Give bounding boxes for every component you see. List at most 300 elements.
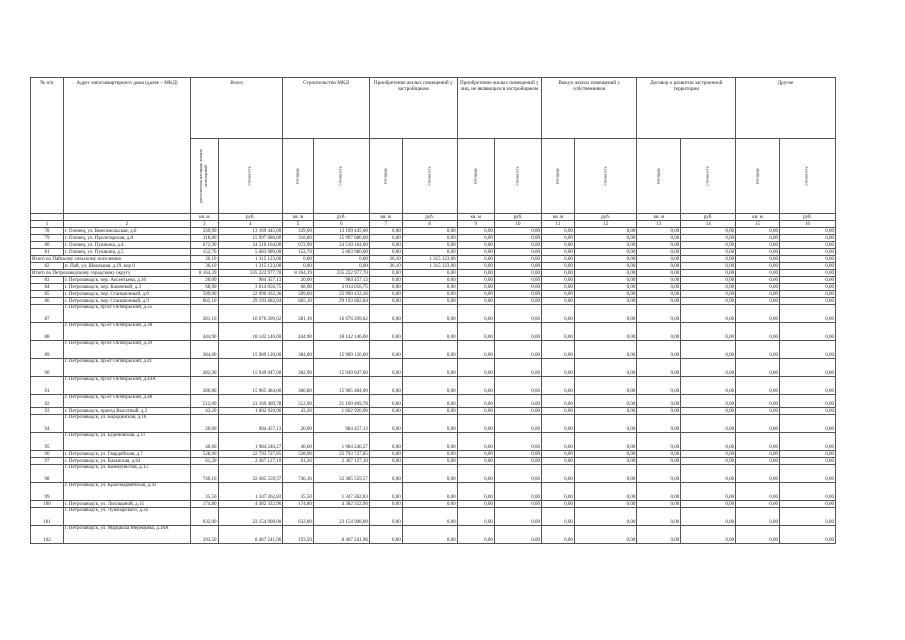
- table-row: [31, 263, 836, 270]
- value-cell: 0,00: [369, 508, 402, 526]
- value-cell: 16 676 209,62: [313, 305, 369, 323]
- value-cell: 20,00: [283, 277, 314, 284]
- unit-cell: руб.: [313, 214, 369, 221]
- value-cell: 512,00: [191, 395, 218, 408]
- value-cell: 0,00: [574, 433, 637, 451]
- value-cell: 0,00: [736, 228, 780, 235]
- value-cell: 0,00: [542, 433, 575, 451]
- subheader-cost: стоимость: [681, 139, 736, 214]
- value-cell: 0,00: [369, 291, 402, 298]
- value-cell: 2 367 127,10: [313, 458, 369, 465]
- value-cell: 18 142 146,00: [218, 323, 283, 341]
- value-cell: 0,00: [494, 395, 541, 408]
- value-cell: 0,00: [494, 277, 541, 284]
- row-number: 81: [31, 249, 64, 256]
- table-row: [31, 395, 836, 408]
- value-cell: 0,00: [637, 395, 681, 408]
- row-number: 92: [31, 395, 64, 408]
- value-cell: 0,00: [681, 483, 736, 501]
- value-cell: 193,50: [191, 526, 218, 544]
- value-cell: 1 315 123,00: [218, 256, 283, 263]
- subheader-cost: стоимость: [402, 139, 457, 214]
- value-cell: 15 949 047,00: [218, 359, 283, 377]
- table-row: [31, 415, 836, 433]
- value-cell: 384,00: [283, 341, 314, 359]
- subheader-area: площадь: [457, 139, 494, 214]
- value-cell: 0,00: [494, 270, 541, 277]
- value-cell: 0,00: [574, 263, 637, 270]
- value-cell: 0,00: [402, 526, 457, 544]
- address-cell: г. Петрозаводск, проезд Высотный, д.3: [63, 408, 190, 415]
- value-cell: 0,00: [779, 263, 835, 270]
- value-cell: 0,00: [736, 451, 780, 458]
- table-row: [31, 408, 836, 415]
- value-cell: 0,00: [402, 359, 457, 377]
- value-cell: 15 965 484,00: [313, 377, 369, 395]
- address-cell: г. Петрозаводск, ул. Коммунистов, д.15: [63, 465, 190, 483]
- subheader-cost: стоимость: [313, 139, 369, 214]
- address-cell: г. Петрозаводск, ул. Лисицыной, д.15: [63, 501, 190, 508]
- col-construction-header: Строительство МКД: [283, 78, 370, 139]
- value-cell: 24 510 164,00: [313, 242, 369, 249]
- value-cell: 0,00: [736, 483, 780, 501]
- value-cell: 0,00: [369, 458, 402, 465]
- value-cell: 29 193 682,84: [218, 298, 283, 305]
- value-cell: 3 014 056,75: [313, 284, 369, 291]
- value-cell: 0,00: [542, 284, 575, 291]
- row-number: 99: [31, 483, 64, 501]
- value-cell: 0,00: [779, 501, 835, 508]
- address-cell: г. Петрозаводск, пер. Станционный, д.6: [63, 291, 190, 298]
- row-number: 78: [31, 228, 64, 235]
- value-cell: 0,00: [736, 284, 780, 291]
- housing-program-table: [30, 77, 836, 544]
- row-number: 100: [31, 501, 64, 508]
- value-cell: 984 457,13: [313, 415, 369, 433]
- value-cell: 0,00: [542, 298, 575, 305]
- value-cell: 36,10: [369, 256, 402, 263]
- value-cell: 0,00: [779, 458, 835, 465]
- table-row: [31, 323, 836, 341]
- value-cell: 632,00: [283, 508, 314, 526]
- value-cell: 20,00: [191, 415, 218, 433]
- subheader-cost: стоимость: [494, 139, 541, 214]
- row-number: 85: [31, 291, 64, 298]
- row-number: 95: [31, 433, 64, 451]
- value-cell: 0,00: [369, 305, 402, 323]
- value-cell: 0,00: [681, 526, 736, 544]
- value-cell: 0,00: [402, 415, 457, 433]
- value-cell: 0,00: [494, 291, 541, 298]
- address-cell: г. Олонец, ул. Комсомольская, д.6: [63, 228, 190, 235]
- table-row: [31, 305, 836, 323]
- value-cell: 0,00: [736, 395, 780, 408]
- column-number-cell: 2: [63, 221, 190, 228]
- column-number-cell: 5: [283, 221, 314, 228]
- value-cell: 0,00: [637, 270, 681, 277]
- value-cell: 509,00: [283, 291, 314, 298]
- row-number: 96: [31, 451, 64, 458]
- value-cell: 0,00: [637, 526, 681, 544]
- value-cell: 0,00: [681, 235, 736, 242]
- value-cell: 0,00: [681, 433, 736, 451]
- value-cell: 152,70: [283, 249, 314, 256]
- value-cell: 0,00: [574, 284, 637, 291]
- value-cell: 0,00: [681, 465, 736, 483]
- value-cell: 0,00: [457, 305, 494, 323]
- col-acq-nondev-header: Приобретение жилых помещений у лиц, не являющихся застройщиком: [457, 78, 541, 139]
- value-cell: 0,00: [542, 415, 575, 433]
- table-row: [31, 249, 836, 256]
- row-number: 79: [31, 235, 64, 242]
- value-cell: 8 164,39: [283, 270, 314, 277]
- value-cell: 0,00: [402, 508, 457, 526]
- value-cell: 0,00: [681, 256, 736, 263]
- header-row: [31, 78, 836, 139]
- row-number: 97: [31, 458, 64, 465]
- value-cell: 5 683 980,00: [218, 249, 283, 256]
- address-cell: г. Петрозаводск, ул. Гвардейская, д.7: [63, 451, 190, 458]
- value-cell: 0,00: [779, 526, 835, 544]
- value-cell: 0,00: [574, 508, 637, 526]
- value-cell: 0,00: [637, 451, 681, 458]
- value-cell: 0,00: [457, 526, 494, 544]
- value-cell: 0,00: [681, 359, 736, 377]
- value-cell: 0,00: [681, 242, 736, 249]
- value-cell: 0,00: [681, 415, 736, 433]
- value-cell: 0,00: [402, 270, 457, 277]
- value-cell: 43,20: [283, 408, 314, 415]
- value-cell: 0,00: [369, 408, 402, 415]
- table-row: [31, 228, 836, 235]
- value-cell: 0,00: [637, 483, 681, 501]
- value-cell: 0,00: [736, 249, 780, 256]
- value-cell: 0,00: [457, 415, 494, 433]
- row-number: 98: [31, 465, 64, 483]
- table-row: [31, 526, 836, 544]
- value-cell: 40,60: [283, 433, 314, 451]
- value-cell: 1 984 240,27: [313, 433, 369, 451]
- value-cell: 0,00: [542, 377, 575, 395]
- value-cell: 0,00: [457, 483, 494, 501]
- value-cell: 0,00: [779, 270, 835, 277]
- row-number: 88: [31, 323, 64, 341]
- value-cell: 0,00: [542, 508, 575, 526]
- value-cell: 0,00: [779, 249, 835, 256]
- value-cell: 0,00: [637, 284, 681, 291]
- value-cell: 193,50: [283, 526, 314, 544]
- column-number-cell: 12: [574, 221, 637, 228]
- value-cell: 0,00: [457, 501, 494, 508]
- address-cell: г. Петрозаводск, ул. Марциала Мерецкова, д.18А: [63, 526, 190, 544]
- address-cell: г. Петрозаводск, ул. Бородинская, д.16: [63, 415, 190, 433]
- subheader-area: площадь: [283, 139, 314, 214]
- value-cell: 0,00: [402, 323, 457, 341]
- table-row: [31, 298, 836, 305]
- value-cell: 4 382 322,96: [218, 501, 283, 508]
- value-cell: 0,00: [681, 284, 736, 291]
- value-cell: 0,00: [457, 433, 494, 451]
- value-cell: 0,00: [779, 341, 835, 359]
- address-cell: г. Петрозаводск, пер. Аксентьева, д.10: [63, 277, 190, 284]
- value-cell: 0,00: [369, 270, 402, 277]
- value-cell: 0,00: [736, 526, 780, 544]
- subheader-cost: стоимость: [218, 139, 283, 214]
- value-cell: 0,00: [574, 377, 637, 395]
- value-cell: 0,00: [402, 228, 457, 235]
- row-number: 82: [31, 263, 64, 270]
- value-cell: 0,00: [542, 465, 575, 483]
- table-row: [31, 256, 836, 263]
- value-cell: 36,10: [369, 263, 402, 270]
- value-cell: 0,00: [681, 377, 736, 395]
- col-territory-header: Договор о развитии застроенной территории: [637, 78, 736, 139]
- value-cell: 0,00: [736, 277, 780, 284]
- value-cell: 36,10: [191, 263, 218, 270]
- unit-cell: руб.: [218, 214, 283, 221]
- row-number: 80: [31, 242, 64, 249]
- value-cell: 2 367 127,10: [218, 458, 283, 465]
- value-cell: 0,00: [369, 377, 402, 395]
- unit-cell: кв. м: [736, 214, 780, 221]
- value-cell: 0,00: [736, 408, 780, 415]
- value-cell: 0,00: [574, 408, 637, 415]
- value-cell: 0,00: [369, 501, 402, 508]
- value-cell: 5 683 980,00: [313, 249, 369, 256]
- column-number-cell: 4: [218, 221, 283, 228]
- value-cell: 0,00: [574, 277, 637, 284]
- value-cell: 0,00: [779, 415, 835, 433]
- value-cell: 152,70: [191, 249, 218, 256]
- value-cell: 0,00: [369, 483, 402, 501]
- value-cell: 0,00: [494, 323, 541, 341]
- value-cell: 0,00: [779, 483, 835, 501]
- value-cell: 8 164,39: [191, 270, 218, 277]
- value-cell: 4 382 322,96: [313, 501, 369, 508]
- value-cell: 0,00: [736, 465, 780, 483]
- value-cell: 0,00: [637, 359, 681, 377]
- value-cell: 0,00: [779, 451, 835, 458]
- value-cell: 15 949 047,00: [313, 359, 369, 377]
- col-buyout-header: Выкуп жилых помещений у собственников: [542, 78, 637, 139]
- value-cell: 1 315 123,00: [402, 263, 457, 270]
- value-cell: 0,00: [457, 298, 494, 305]
- value-cell: 0,00: [637, 249, 681, 256]
- value-cell: 0,00: [736, 508, 780, 526]
- value-cell: 0,00: [736, 341, 780, 359]
- value-cell: 15 997 080,00: [218, 235, 283, 242]
- value-cell: 0,00: [681, 451, 736, 458]
- value-cell: 339,90: [283, 228, 314, 235]
- value-cell: 29 193 682,84: [313, 298, 369, 305]
- value-cell: 15 989 120,00: [313, 341, 369, 359]
- value-cell: 22 793 727,85: [313, 451, 369, 458]
- value-cell: 22 990 432,36: [218, 291, 283, 298]
- value-cell: 0,00: [736, 256, 780, 263]
- value-cell: 0,00: [637, 291, 681, 298]
- value-cell: 0,00: [494, 341, 541, 359]
- table-row: [31, 284, 836, 291]
- value-cell: 0,00: [779, 433, 835, 451]
- value-cell: 0,00: [494, 458, 541, 465]
- value-cell: 509,00: [191, 291, 218, 298]
- value-cell: 528,90: [283, 451, 314, 458]
- value-cell: 0,00: [779, 298, 835, 305]
- value-cell: 0,00: [369, 242, 402, 249]
- value-cell: 672,90: [191, 242, 218, 249]
- value-cell: 0,00: [637, 501, 681, 508]
- value-cell: 0,00: [736, 298, 780, 305]
- value-cell: 746,10: [283, 465, 314, 483]
- table-row: [31, 359, 836, 377]
- value-cell: 0,00: [779, 408, 835, 415]
- table-row: [31, 501, 836, 508]
- value-cell: 0,00: [283, 256, 314, 263]
- value-cell: 0,00: [457, 235, 494, 242]
- value-cell: 0,00: [494, 465, 541, 483]
- value-cell: 13 169 445,00: [218, 228, 283, 235]
- value-cell: 0,00: [494, 501, 541, 508]
- value-cell: 0,00: [457, 242, 494, 249]
- value-cell: 0,00: [779, 508, 835, 526]
- unit-cell: руб.: [402, 214, 457, 221]
- value-cell: 20,00: [191, 277, 218, 284]
- value-cell: 746,10: [191, 465, 218, 483]
- value-cell: 0,00: [369, 277, 402, 284]
- value-cell: 512,00: [283, 395, 314, 408]
- value-cell: 0,00: [574, 451, 637, 458]
- value-cell: 0,00: [369, 298, 402, 305]
- value-cell: 0,00: [369, 433, 402, 451]
- value-cell: 8 467 241,96: [313, 526, 369, 544]
- value-cell: 0,00: [681, 458, 736, 465]
- value-cell: 672,90: [283, 242, 314, 249]
- address-cell: г. Петрозаводск, пр-кт Октябрьский, д.48: [63, 395, 190, 408]
- value-cell: 0,00: [402, 433, 457, 451]
- row-number: 101: [31, 508, 64, 526]
- table-row: [31, 242, 836, 249]
- table-row: [31, 458, 836, 465]
- value-cell: 0,00: [369, 284, 402, 291]
- column-number-cell: 3: [191, 221, 218, 228]
- value-cell: 0,00: [457, 451, 494, 458]
- value-cell: 0,00: [369, 359, 402, 377]
- value-cell: 3 014 056,75: [218, 284, 283, 291]
- units-cell: [63, 214, 190, 221]
- value-cell: 0,00: [457, 323, 494, 341]
- value-cell: 0,00: [494, 298, 541, 305]
- value-cell: 35,50: [191, 483, 218, 501]
- value-cell: 0,00: [494, 235, 541, 242]
- value-cell: 1 602 920,96: [218, 408, 283, 415]
- value-cell: 0,00: [736, 270, 780, 277]
- row-number: 93: [31, 408, 64, 415]
- value-cell: 13 169 445,00: [313, 228, 369, 235]
- value-cell: 0,00: [494, 508, 541, 526]
- value-cell: 318,80: [191, 235, 218, 242]
- value-cell: 381,10: [191, 305, 218, 323]
- value-cell: 0,00: [494, 451, 541, 458]
- column-number-cell: 13: [637, 221, 681, 228]
- value-cell: 0,00: [542, 408, 575, 415]
- value-cell: 0,00: [681, 408, 736, 415]
- value-cell: 22 793 727,85: [218, 451, 283, 458]
- unit-cell: кв. м: [542, 214, 575, 221]
- value-cell: 0,00: [457, 395, 494, 408]
- row-number: 89: [31, 341, 64, 359]
- address-cell: г. Петрозаводск, пр-кт Октябрьский, д.44А: [63, 377, 190, 395]
- subheader-area: площадь: [369, 139, 402, 214]
- value-cell: 0,00: [542, 305, 575, 323]
- value-cell: 0,00: [574, 242, 637, 249]
- value-cell: 0,00: [681, 508, 736, 526]
- value-cell: 0,00: [542, 501, 575, 508]
- unit-cell: кв. м: [191, 214, 218, 221]
- value-cell: 0,00: [542, 323, 575, 341]
- value-cell: 0,00: [494, 228, 541, 235]
- column-number-cell: 7: [369, 221, 402, 228]
- value-cell: 0,00: [369, 249, 402, 256]
- value-cell: 0,00: [779, 359, 835, 377]
- value-cell: 0,00: [574, 341, 637, 359]
- value-cell: 36,10: [191, 256, 218, 263]
- value-cell: 528,90: [191, 451, 218, 458]
- value-cell: 0,00: [494, 408, 541, 415]
- value-cell: 665,10: [283, 298, 314, 305]
- value-cell: 0,00: [779, 228, 835, 235]
- subtotal-label: Итого по Пайскому сельскому поселению: [31, 256, 191, 263]
- value-cell: 0,00: [402, 291, 457, 298]
- value-cell: 0,00: [779, 465, 835, 483]
- value-cell: 0,00: [574, 249, 637, 256]
- unit-cell: кв. м: [637, 214, 681, 221]
- value-cell: 0,00: [637, 323, 681, 341]
- value-cell: 0,00: [681, 249, 736, 256]
- value-cell: 16 676 209,62: [218, 305, 283, 323]
- subheader-cost: стоимость: [574, 139, 637, 214]
- value-cell: 382,90: [191, 359, 218, 377]
- value-cell: 0,00: [574, 270, 637, 277]
- col-acq-dev-header: Приобретение жилых помещений у застройщиков: [369, 78, 457, 139]
- value-cell: 0,00: [779, 235, 835, 242]
- unit-cell: руб.: [681, 214, 736, 221]
- value-cell: 0,00: [542, 341, 575, 359]
- value-cell: 984 457,13: [313, 277, 369, 284]
- value-cell: 43,20: [191, 408, 218, 415]
- value-cell: 0,00: [457, 263, 494, 270]
- value-cell: 335 222 977,70: [313, 270, 369, 277]
- value-cell: 0,00: [681, 270, 736, 277]
- value-cell: 0,00: [574, 458, 637, 465]
- value-cell: 0,00: [542, 263, 575, 270]
- value-cell: 0,00: [637, 298, 681, 305]
- address-cell: г. Петрозаводск, ул. Буденовская, д.11: [63, 433, 190, 451]
- value-cell: 18 142 146,00: [313, 323, 369, 341]
- value-cell: 318,80: [283, 235, 314, 242]
- value-cell: 0,00: [457, 291, 494, 298]
- value-cell: 1 347 362,83: [218, 483, 283, 501]
- value-cell: 0,00: [681, 395, 736, 408]
- value-cell: 0,00: [402, 465, 457, 483]
- value-cell: 0,00: [402, 377, 457, 395]
- value-cell: 0,00: [494, 359, 541, 377]
- subheader-area: площадь: [542, 139, 575, 214]
- value-cell: 0,00: [779, 291, 835, 298]
- col-other-header: Другие: [736, 78, 836, 139]
- value-cell: 0,00: [402, 305, 457, 323]
- value-cell: 0,00: [736, 377, 780, 395]
- value-cell: 1 984 240,27: [218, 433, 283, 451]
